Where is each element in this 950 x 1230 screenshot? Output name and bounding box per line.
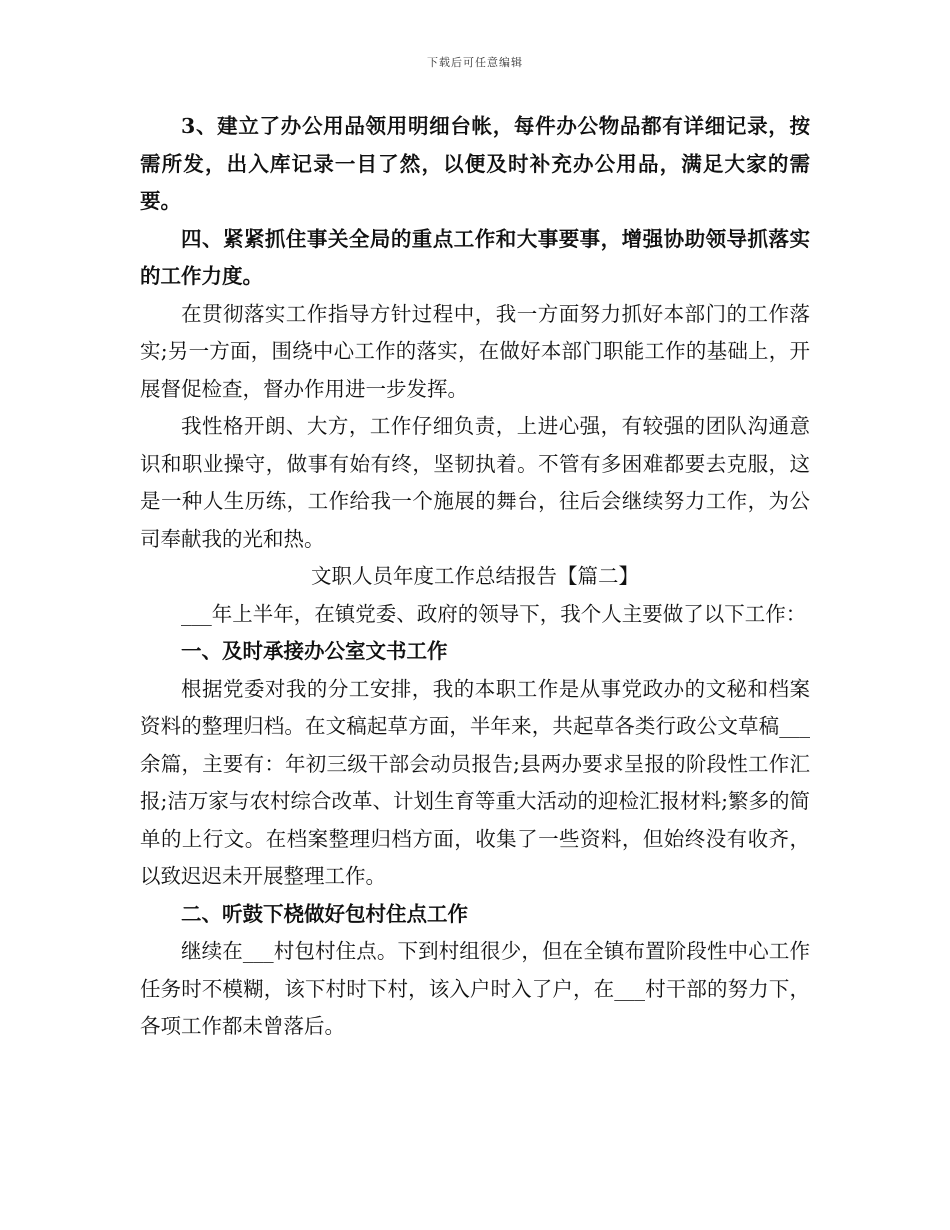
section-title: 文职人员年度工作总结报告【篇二】 [311, 564, 639, 588]
heading-one: 一、及时承接办公室文书工作 [181, 639, 448, 663]
header-note: 下载后可任意编辑 [427, 56, 523, 69]
paragraph-village: 继续在___村包村住点。下到村组很少，但在全镇布置阶段性中心工作任务时不模糊，该下村时下村，该入户时入了户，在___村干部的努力下，各项工作都未曾落后。 [140, 939, 810, 1038]
document-body [140, 108, 810, 1046]
paragraph-intro: ___年上半年，在镇党委、政府的领导下，我个人主要做了以下工作： [181, 601, 807, 626]
item-3-paragraph: 3、建立了办公用品领用明细台帐，每件办公物品都有详细记录，按需所发，出入库记录一目了然，以便及时补充办公用品，满足大家的需要。 [140, 114, 810, 213]
heading-two: 二、听鼓下桡做好包村住点工作 [181, 901, 468, 926]
heading-four: 四、紧紧抓住事关全局的重点工作和大事要事，增强协助领导抓落实的工作力度。 [140, 226, 810, 288]
paragraph-personality: 我性格开朗、大方，工作仔细负责，上进心强，有较强的团队沟通意识和职业操守，做事有始有终，坚韧执着。不管有多困难都要去克服，这是一种人生历练，工作给我一个施展的舞台，往后会继续努力工作，为公司奉献我的光和热。 [140, 414, 810, 551]
paragraph-documents: 根据党委对我的分工安排，我的本职工作是从事党政办的文秘和档案资料的整理归档。在文稿起草方面，半年来，共起草各类行政公文草稿___余篇，主要有：年初三级干部会动员报告;县两办要求呈报的阶段性工作汇报;洁万家与农村综合改革、计划生育等重大活动的迎检汇报材料;繁多的简单的上行文。在档案整理归档方面，收集了一些资料，但始终没有收齐，以致迟迟未开展整理工作。 [140, 676, 810, 888]
paragraph-implementation: 在贯彻落实工作指导方针过程中，我一方面努力抓好本部门的工作落实;另一方面，围绕中心工作的落实，在做好本部门职能工作的基础上，开展督促检查，督办作用进一步发挥。 [140, 301, 810, 401]
